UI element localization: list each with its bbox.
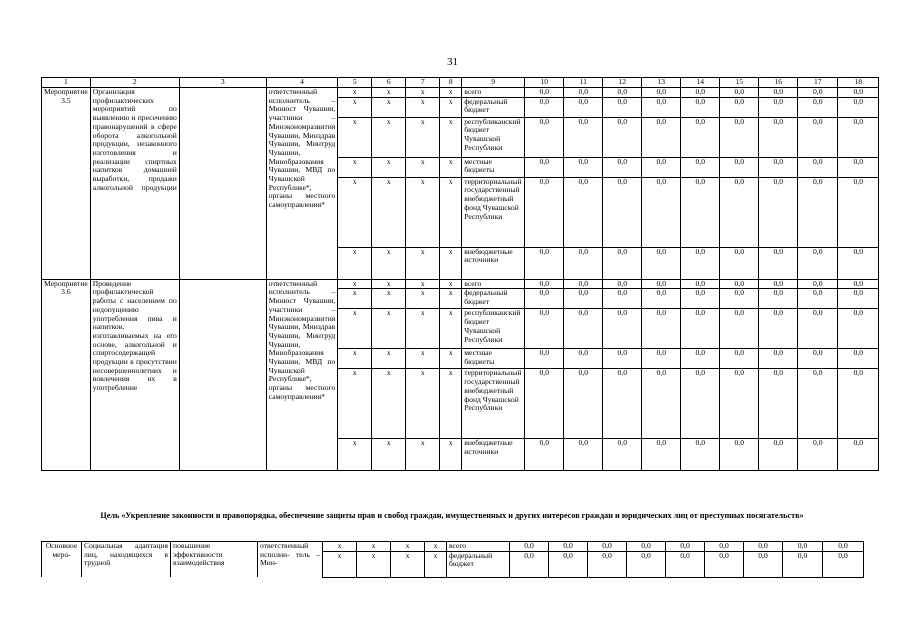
value-cell: 0,0 bbox=[603, 369, 642, 439]
measure-executor: ответственный исполнитель – Минюст Чувашии, участники – Минэкономразвития Чувашии, Минздрав Чувашии, Минтруд Чувашии, Минобразования Чувашии, МВД по Чувашской Республике*, органы местного самоуправления* bbox=[266, 279, 337, 471]
value-cell: 0,0 bbox=[627, 542, 666, 552]
value-cell: 0,0 bbox=[603, 279, 642, 289]
value-cell: 0,0 bbox=[525, 369, 564, 439]
code-cell: х bbox=[440, 247, 462, 279]
code-cell: х bbox=[406, 88, 440, 98]
value-cell: 0,0 bbox=[838, 177, 879, 247]
value-cell: 0,0 bbox=[798, 177, 838, 247]
value-cell: 0,0 bbox=[720, 247, 759, 279]
budget-table bbox=[41, 77, 879, 471]
code-cell: х bbox=[391, 542, 425, 552]
code-cell: х bbox=[338, 349, 372, 369]
value-cell: 0,0 bbox=[564, 177, 603, 247]
code-cell: х bbox=[440, 279, 462, 289]
table-row bbox=[42, 279, 879, 289]
code-cell: х bbox=[406, 97, 440, 117]
value-cell: 0,0 bbox=[823, 542, 864, 552]
value-cell: 0,0 bbox=[720, 309, 759, 349]
value-cell: 0,0 bbox=[720, 289, 759, 309]
value-cell: 0,0 bbox=[798, 369, 838, 439]
value-cell: 0,0 bbox=[564, 88, 603, 98]
value-cell: 0,0 bbox=[564, 369, 603, 439]
funding-source: федеральный бюджет bbox=[462, 289, 525, 309]
value-cell: 0,0 bbox=[603, 97, 642, 117]
column-header: 13 bbox=[642, 78, 681, 88]
value-cell: 0,0 bbox=[838, 349, 879, 369]
value-cell: 0,0 bbox=[783, 542, 823, 552]
value-cell: 0,0 bbox=[823, 551, 864, 577]
value-cell: 0,0 bbox=[759, 97, 798, 117]
code-cell: х bbox=[338, 97, 372, 117]
measure-executor: ответственный исполни- тель – Мин- bbox=[258, 542, 323, 578]
value-cell: 0,0 bbox=[783, 551, 823, 577]
code-cell: х bbox=[440, 97, 462, 117]
value-cell: 0,0 bbox=[759, 247, 798, 279]
value-cell: 0,0 bbox=[759, 157, 798, 177]
value-cell: 0,0 bbox=[525, 247, 564, 279]
code-cell: х bbox=[323, 551, 357, 577]
value-cell: 0,0 bbox=[525, 177, 564, 247]
code-cell: х bbox=[338, 117, 372, 157]
value-cell: 0,0 bbox=[720, 279, 759, 289]
measure-name: Организация профилактических мероприятий по выявлению и пресечению правонарушений в сфере оборота алкогольной продукции, незаконного изготовления и реализации спиртных напитков домашней выработки, продажи алкогольной продукции bbox=[90, 88, 179, 280]
column-header: 8 bbox=[440, 78, 462, 88]
code-cell: х bbox=[406, 309, 440, 349]
value-cell: 0,0 bbox=[838, 247, 879, 279]
value-cell: 0,0 bbox=[838, 309, 879, 349]
column-header: 4 bbox=[266, 78, 337, 88]
value-cell: 0,0 bbox=[744, 551, 783, 577]
funding-source: федеральный бюджет bbox=[447, 551, 510, 577]
column-header: 3 bbox=[179, 78, 266, 88]
measure-code: Мероприятие 3.5 bbox=[42, 88, 91, 280]
column-header-row bbox=[42, 78, 879, 88]
value-cell: 0,0 bbox=[681, 97, 720, 117]
code-cell: х bbox=[406, 279, 440, 289]
measure-name: Социальная адаптация лиц, находящихся в трудной bbox=[82, 542, 171, 578]
value-cell: 0,0 bbox=[603, 117, 642, 157]
value-cell: 0,0 bbox=[642, 349, 681, 369]
value-cell: 0,0 bbox=[798, 439, 838, 471]
value-cell: 0,0 bbox=[838, 369, 879, 439]
value-cell: 0,0 bbox=[564, 289, 603, 309]
value-cell: 0,0 bbox=[588, 542, 627, 552]
value-cell: 0,0 bbox=[564, 97, 603, 117]
value-cell: 0,0 bbox=[642, 247, 681, 279]
value-cell: 0,0 bbox=[549, 542, 588, 552]
code-cell: х bbox=[406, 177, 440, 247]
value-cell: 0,0 bbox=[720, 439, 759, 471]
code-cell: х bbox=[338, 88, 372, 98]
value-cell: 0,0 bbox=[564, 117, 603, 157]
code-cell: х bbox=[440, 177, 462, 247]
value-cell: 0,0 bbox=[603, 247, 642, 279]
measure-executor: ответственный исполнитель – Минюст Чувашии, участники – Минэкономразвития Чувашии, Минздрав Чувашии, Минтруд Чувашии, Минобразования Чувашии, МВД по Чувашской Республике*, органы местного самоуправления* bbox=[266, 88, 337, 280]
value-cell: 0,0 bbox=[798, 349, 838, 369]
code-cell: х bbox=[372, 439, 406, 471]
value-cell: 0,0 bbox=[642, 439, 681, 471]
value-cell: 0,0 bbox=[681, 247, 720, 279]
value-cell: 0,0 bbox=[798, 97, 838, 117]
code-cell: х bbox=[338, 247, 372, 279]
value-cell: 0,0 bbox=[798, 88, 838, 98]
value-cell: 0,0 bbox=[564, 247, 603, 279]
value-cell: 0,0 bbox=[744, 542, 783, 552]
value-cell: 0,0 bbox=[720, 349, 759, 369]
budget-table-continued bbox=[41, 541, 864, 578]
code-cell: х bbox=[440, 309, 462, 349]
goal-heading: Цель «Укрепление законности и правопорядка, обеспечение защиты прав и свобод граждан, имущественных и других интересов граждан и юридических лиц от преступных посягательств» bbox=[100, 511, 804, 520]
value-cell: 0,0 bbox=[720, 117, 759, 157]
funding-source: территориальный государственный внебюджетный фонд Чувашской Республики bbox=[462, 369, 525, 439]
value-cell: 0,0 bbox=[603, 349, 642, 369]
value-cell: 0,0 bbox=[666, 551, 705, 577]
code-cell: х bbox=[372, 88, 406, 98]
code-cell: х bbox=[357, 551, 391, 577]
code-cell: х bbox=[372, 289, 406, 309]
value-cell: 0,0 bbox=[681, 309, 720, 349]
value-cell: 0,0 bbox=[666, 542, 705, 552]
measure-code: Мероприятие 3.6 bbox=[42, 279, 91, 471]
value-cell: 0,0 bbox=[603, 88, 642, 98]
value-cell: 0,0 bbox=[525, 97, 564, 117]
code-cell: х bbox=[425, 542, 447, 552]
column-header: 1 bbox=[42, 78, 91, 88]
code-cell: х bbox=[338, 309, 372, 349]
value-cell: 0,0 bbox=[681, 88, 720, 98]
code-cell: х bbox=[440, 289, 462, 309]
code-cell: х bbox=[372, 157, 406, 177]
value-cell: 0,0 bbox=[720, 157, 759, 177]
value-cell: 0,0 bbox=[681, 439, 720, 471]
value-cell: 0,0 bbox=[681, 117, 720, 157]
code-cell: х bbox=[425, 551, 447, 577]
column-header: 17 bbox=[798, 78, 838, 88]
code-cell: х bbox=[406, 117, 440, 157]
code-cell: х bbox=[440, 88, 462, 98]
value-cell: 0,0 bbox=[759, 439, 798, 471]
value-cell: 0,0 bbox=[564, 309, 603, 349]
value-cell: 0,0 bbox=[525, 289, 564, 309]
funding-source: всего bbox=[462, 279, 525, 289]
page-number: 31 bbox=[447, 56, 458, 68]
code-cell: х bbox=[338, 289, 372, 309]
code-cell: х bbox=[338, 369, 372, 439]
code-cell: х bbox=[338, 279, 372, 289]
value-cell: 0,0 bbox=[720, 369, 759, 439]
value-cell: 0,0 bbox=[642, 279, 681, 289]
measure-target: повышение эффективности взаимодействия bbox=[171, 542, 258, 578]
value-cell: 0,0 bbox=[549, 551, 588, 577]
code-cell: х bbox=[372, 117, 406, 157]
funding-source: всего bbox=[462, 88, 525, 98]
code-cell: х bbox=[372, 369, 406, 439]
value-cell: 0,0 bbox=[798, 117, 838, 157]
value-cell: 0,0 bbox=[510, 551, 549, 577]
code-cell: х bbox=[391, 551, 425, 577]
value-cell: 0,0 bbox=[681, 349, 720, 369]
code-cell: х bbox=[440, 117, 462, 157]
measure-target bbox=[179, 279, 266, 471]
value-cell: 0,0 bbox=[720, 177, 759, 247]
code-cell: х bbox=[406, 369, 440, 439]
code-cell: х bbox=[406, 349, 440, 369]
table-row bbox=[42, 542, 864, 552]
value-cell: 0,0 bbox=[759, 279, 798, 289]
code-cell: х bbox=[406, 247, 440, 279]
code-cell: х bbox=[372, 349, 406, 369]
value-cell: 0,0 bbox=[564, 157, 603, 177]
value-cell: 0,0 bbox=[838, 117, 879, 157]
value-cell: 0,0 bbox=[759, 88, 798, 98]
code-cell: х bbox=[338, 177, 372, 247]
funding-source: внебюджетные источники bbox=[462, 439, 525, 471]
code-cell: х bbox=[406, 439, 440, 471]
value-cell: 0,0 bbox=[525, 309, 564, 349]
table-row bbox=[42, 88, 879, 98]
funding-source: федеральный бюджет bbox=[462, 97, 525, 117]
value-cell: 0,0 bbox=[759, 369, 798, 439]
value-cell: 0,0 bbox=[759, 289, 798, 309]
value-cell: 0,0 bbox=[603, 177, 642, 247]
value-cell: 0,0 bbox=[705, 551, 744, 577]
value-cell: 0,0 bbox=[798, 157, 838, 177]
value-cell: 0,0 bbox=[525, 88, 564, 98]
value-cell: 0,0 bbox=[588, 551, 627, 577]
code-cell: х bbox=[372, 247, 406, 279]
column-header: 15 bbox=[720, 78, 759, 88]
value-cell: 0,0 bbox=[525, 117, 564, 157]
code-cell: х bbox=[406, 289, 440, 309]
value-cell: 0,0 bbox=[525, 439, 564, 471]
value-cell: 0,0 bbox=[838, 157, 879, 177]
column-header: 9 bbox=[462, 78, 525, 88]
value-cell: 0,0 bbox=[525, 157, 564, 177]
value-cell: 0,0 bbox=[681, 279, 720, 289]
funding-source: всего bbox=[447, 542, 510, 552]
value-cell: 0,0 bbox=[642, 117, 681, 157]
code-cell: х bbox=[372, 97, 406, 117]
code-cell: х bbox=[323, 542, 357, 552]
value-cell: 0,0 bbox=[525, 279, 564, 289]
value-cell: 0,0 bbox=[642, 289, 681, 309]
funding-source: местные бюджеты bbox=[462, 157, 525, 177]
value-cell: 0,0 bbox=[759, 117, 798, 157]
value-cell: 0,0 bbox=[838, 289, 879, 309]
value-cell: 0,0 bbox=[720, 88, 759, 98]
value-cell: 0,0 bbox=[798, 247, 838, 279]
measure-target bbox=[179, 88, 266, 280]
code-cell: х bbox=[406, 157, 440, 177]
funding-source: республиканский бюджет Чувашской Республики bbox=[462, 117, 525, 157]
value-cell: 0,0 bbox=[627, 551, 666, 577]
column-header: 16 bbox=[759, 78, 798, 88]
value-cell: 0,0 bbox=[681, 369, 720, 439]
value-cell: 0,0 bbox=[564, 279, 603, 289]
value-cell: 0,0 bbox=[603, 309, 642, 349]
code-cell: х bbox=[372, 309, 406, 349]
column-header: 18 bbox=[838, 78, 879, 88]
value-cell: 0,0 bbox=[525, 349, 564, 369]
code-cell: х bbox=[372, 177, 406, 247]
value-cell: 0,0 bbox=[564, 349, 603, 369]
value-cell: 0,0 bbox=[798, 309, 838, 349]
value-cell: 0,0 bbox=[705, 542, 744, 552]
funding-source: внебюджетные источники bbox=[462, 247, 525, 279]
value-cell: 0,0 bbox=[798, 279, 838, 289]
code-cell: х bbox=[440, 439, 462, 471]
code-cell: х bbox=[440, 157, 462, 177]
value-cell: 0,0 bbox=[838, 439, 879, 471]
value-cell: 0,0 bbox=[681, 289, 720, 309]
value-cell: 0,0 bbox=[720, 97, 759, 117]
value-cell: 0,0 bbox=[564, 439, 603, 471]
code-cell: х bbox=[440, 369, 462, 439]
column-header: 6 bbox=[372, 78, 406, 88]
code-cell: х bbox=[440, 349, 462, 369]
value-cell: 0,0 bbox=[759, 309, 798, 349]
value-cell: 0,0 bbox=[603, 289, 642, 309]
column-header: 12 bbox=[603, 78, 642, 88]
funding-source: территориальный государственный внебюджетный фонд Чувашской Республики bbox=[462, 177, 525, 247]
value-cell: 0,0 bbox=[642, 88, 681, 98]
value-cell: 0,0 bbox=[681, 157, 720, 177]
value-cell: 0,0 bbox=[642, 309, 681, 349]
column-header: 2 bbox=[90, 78, 179, 88]
measure-code: Основное меро- bbox=[42, 542, 82, 578]
value-cell: 0,0 bbox=[759, 349, 798, 369]
value-cell: 0,0 bbox=[838, 279, 879, 289]
funding-source: республиканский бюджет Чувашской Республики bbox=[462, 309, 525, 349]
value-cell: 0,0 bbox=[642, 177, 681, 247]
column-header: 5 bbox=[338, 78, 372, 88]
value-cell: 0,0 bbox=[798, 289, 838, 309]
value-cell: 0,0 bbox=[603, 439, 642, 471]
code-cell: х bbox=[338, 439, 372, 471]
code-cell: х bbox=[338, 157, 372, 177]
value-cell: 0,0 bbox=[510, 542, 549, 552]
code-cell: х bbox=[372, 279, 406, 289]
column-header: 14 bbox=[681, 78, 720, 88]
column-header: 7 bbox=[406, 78, 440, 88]
value-cell: 0,0 bbox=[681, 177, 720, 247]
code-cell: х bbox=[357, 542, 391, 552]
funding-source: местные бюджеты bbox=[462, 349, 525, 369]
column-header: 10 bbox=[525, 78, 564, 88]
measure-name: Проведение профилактической работы с населением по недопущению употребления пива и напитков, изготавливаемых на его основе, алкогольной и спиртосодержащей продукции в присутствии несовершеннолетних и вовлечения их в употребление bbox=[90, 279, 179, 471]
value-cell: 0,0 bbox=[838, 88, 879, 98]
value-cell: 0,0 bbox=[642, 369, 681, 439]
value-cell: 0,0 bbox=[642, 157, 681, 177]
value-cell: 0,0 bbox=[838, 97, 879, 117]
value-cell: 0,0 bbox=[603, 157, 642, 177]
value-cell: 0,0 bbox=[759, 177, 798, 247]
column-header: 11 bbox=[564, 78, 603, 88]
value-cell: 0,0 bbox=[642, 97, 681, 117]
